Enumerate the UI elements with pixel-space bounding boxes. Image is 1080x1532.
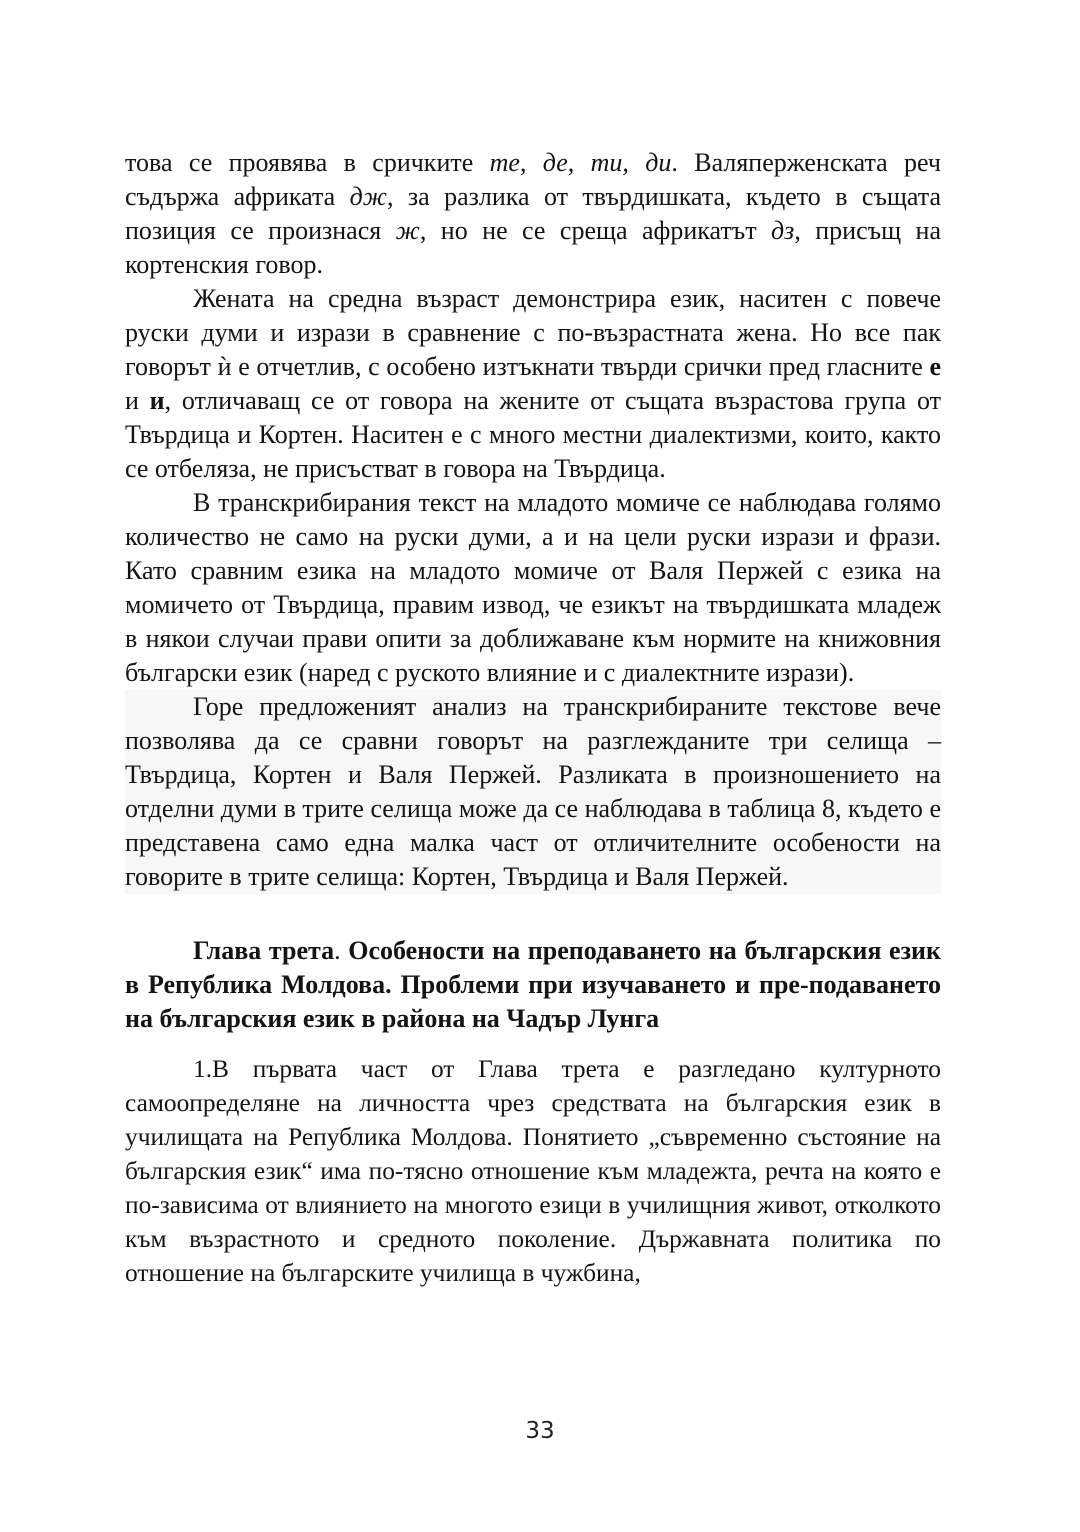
paragraph-5: 1.В първата част от Глава трета е разгледано културното самоопределяне на личността чрез средствата на българския език в училищата на Република Молдова. Понятието „съвременно състояние на българския език“ има по-тясно отношение към младежта, речта на която е по-зависима от влиянието на многото езици в училищния живот, отколкото към възрастното и средното поколение. Държавната политика по отношение на българските училища в чужбина, — [125, 1055, 941, 1287]
italic-affricate-dz: дз — [771, 216, 795, 245]
paragraph-2: Жената на средна възраст демонстрира език, наситен с повече руски думи и изрази в сравнение с по-възрастната жена. Но все пак говорът ѝ е отчетлив, с особено изтъкнати твърди срички пред гласните е и и, отличаващ се от говора на жените от същата възрастова група от Твърдица и Кортен. Наситен е с много местни диалектизми, които, както се отбеляза, не присъстват в говора на Твърдица. — [125, 284, 941, 483]
italic-affricate-dzh: дж — [349, 182, 387, 211]
page-number: 33 — [525, 1418, 555, 1444]
italic-zh: ж — [395, 216, 420, 245]
body-text — [125, 146, 941, 1290]
italic-syllables: те, де, ти, ди — [489, 148, 672, 177]
paragraph-1: това се проявява в сричките те, де, ти, ди. Валяперженската реч съдържа африката дж, за разлика от твърдишката, където в същата позиция се произнася ж, но не се среща африкатът дз, присъщ на кортенския говор. — [125, 148, 941, 279]
paragraph-4: Горе предложеният анализ на транскрибираните текстове вече позволява да се сравни говорът на разглежданите три селища – Твърдица, Кортен и Валя Пержей. Разликата в произношението на отделни думи в трите селища може да се наблюдава в таблица 8, където е представена само една малка част от отличителните особености на говорите в трите селища: Кортен, Твърдица и Валя Пержей. — [125, 690, 941, 894]
bold-vowel-i: и — [149, 386, 165, 415]
bold-vowel-e: е — [929, 352, 941, 381]
chapter-heading: Глава трета. Особености на преподаването на българския език в Република Молдова. Проблеми при изучаването и пре-подаването на българския език в района на Чадър Лунга — [125, 936, 941, 1033]
paragraph-3: В транскрибирания текст на младото момиче се наблюдава голямо количество не само на руски думи, а и на цели руски изрази и фрази. Като сравним езика на младото момиче от Валя Пержей с езика на момичето от Твърдица, правим извод, че езикът на твърдишката младеж в някои случаи прави опити за доближаване към нормите на книжовния български език (наред с руското влияние и с диалектните изрази). — [125, 488, 941, 687]
